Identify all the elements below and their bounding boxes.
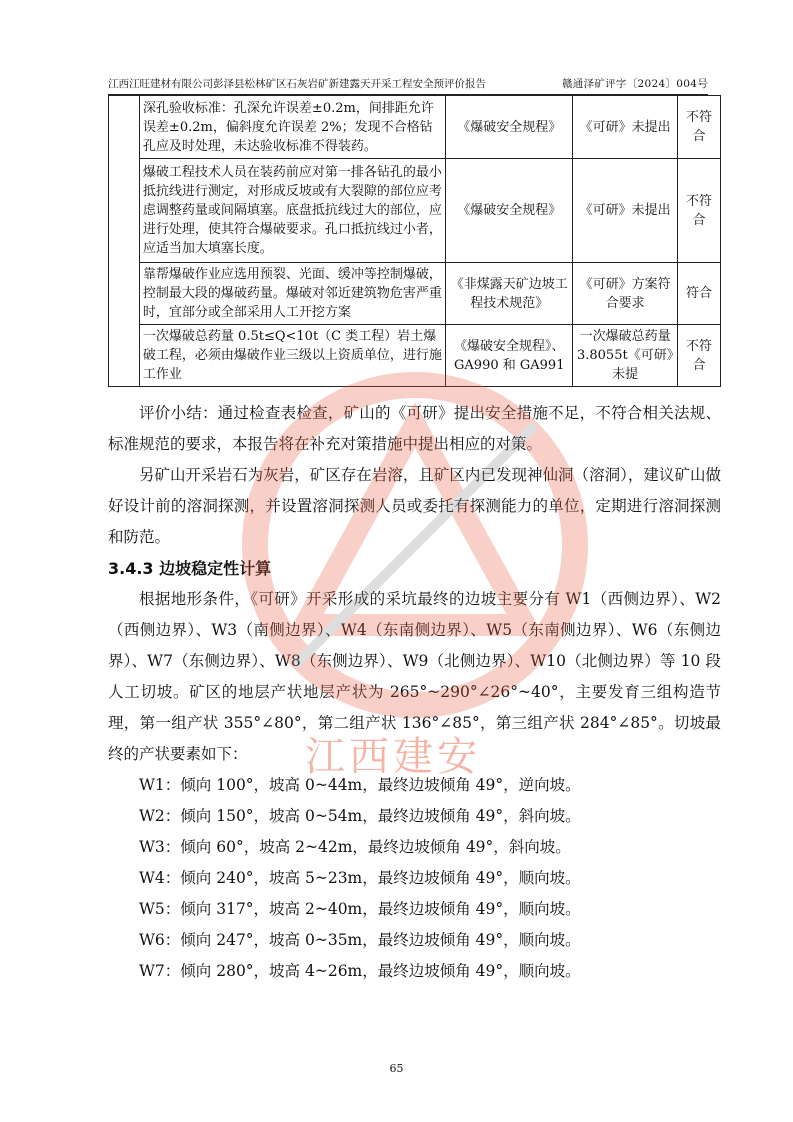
row-status: 《可研》未提出 xyxy=(573,159,678,263)
row-result: 不符合 xyxy=(678,325,721,387)
row-basis: 《爆破安全规程》、GA990 和 GA991 xyxy=(446,325,573,387)
evaluation-summary: 评价小结：通过检查表检查，矿山的《可研》提出安全措施不足，不符合相关法规、标准规范的要求，本报告将在补充对策措施中提出相应的对策。 xyxy=(108,404,721,453)
table-row xyxy=(109,263,721,325)
karst-paragraph: 另矿山开采岩石为灰岩，矿区存在岩溶，且矿区内已发现神仙洞（溶洞），建议矿山做好设计前的溶洞探测，并设置溶洞探测人员或委托有探测能力的单位，定期进行溶洞探测和防范。 xyxy=(108,466,721,546)
slope-item: W1：倾向 100°，坡高 0~44m，最终边坡倾角 49°，逆向坡。 xyxy=(139,776,581,794)
report-body xyxy=(108,398,721,987)
slope-item: W7：倾向 280°，坡高 4~26m，最终边坡倾角 49°，顺向坡。 xyxy=(139,962,581,980)
table-row xyxy=(109,325,721,387)
row-content: 深孔验收标准：孔深允许误差±0.2m，间排距允许误差±0.2m，偏斜度允许误差 2%；发现不合格钻孔应及时处理，未达验收标准不得装药。 xyxy=(139,96,445,159)
slope-item: W4：倾向 240°，坡高 5~23m，最终边坡倾角 49°，顺向坡。 xyxy=(139,869,581,887)
row-status: 《可研》方案符合要求 xyxy=(573,263,678,325)
row-result: 符合 xyxy=(678,263,721,325)
row-content: 爆破工程技术人员在装药前应对第一排各钻孔的最小抵抗线进行测定，对形成反坡或有大裂隙的部位应考虑调整药量或间隔填塞。底盘抵抗线过大的部位，应进行处理，使其符合爆破要求。孔口抵抗线过小者，应适当加大填塞长度。 xyxy=(139,159,445,263)
watermark-text: 江西建安 xyxy=(305,734,481,780)
slope-intro: 根据地形条件，《可研》开采形成的采坑最终的边坡主要分有 W1（西侧边界）、W2（西侧边界）、W3（南侧边界）、W4（东南侧边界）、W5（东南侧边界）、W6（东侧边界）、W7（东侧边界）、W8（东侧边界）、W9（北侧边界）、W10（北侧边界）等 10 段人工切坡。矿区的地层产状地层产状为 265°~290°∠26°~40°，主要发育三组构造节理，第一组产状 355°∠80°，第二组产状 136°∠85°，第三组产状 284°∠85°。切坡最终的产状要素如下： xyxy=(108,590,721,763)
slope-item: W6：倾向 247°，坡高 0~35m，最终边坡倾角 49°，顺向坡。 xyxy=(139,931,581,949)
row-result: 不符合 xyxy=(678,159,721,263)
row-content: 靠帮爆破作业应选用预裂、光面、缓冲等控制爆破，控制最大段的爆破药量。爆破对邻近建筑物危害严重时，宜部分或全部采用人工开挖方案 xyxy=(139,263,445,325)
row-status: 一次爆破总药量 3.8055t《可研》未提 xyxy=(573,325,678,387)
slope-item: W3：倾向 60°，坡高 2~42m，最终边坡倾角 49°，斜向坡。 xyxy=(139,838,571,856)
row-content: 一次爆破总药量 0.5t≤Q<10t（C 类工程）岩土爆破工程，必须由爆破作业三级以上资质单位，进行施工作业 xyxy=(139,325,445,387)
row-basis: 《非煤露天矿边坡工程技术规范》 xyxy=(446,263,573,325)
row-result: 不符合 xyxy=(678,96,721,159)
table-row xyxy=(109,159,721,263)
row-basis: 《爆破安全规程》 xyxy=(446,159,573,263)
page-number: 65 xyxy=(389,1062,404,1075)
slope-item: W5：倾向 317°，坡高 2~40m，最终边坡倾角 49°，顺向坡。 xyxy=(139,900,581,918)
table-row xyxy=(109,96,721,159)
header-left: 江西江旺建材有限公司彭泽县松林矿区石灰岩矿新建露天开采工程安全预评价报告 xyxy=(108,78,486,90)
slope-item: W2：倾向 150°，坡高 0~54m，最终边坡倾角 49°，斜向坡。 xyxy=(139,807,581,825)
page-header xyxy=(108,76,708,95)
section-title: 3.4.3 边坡稳定性计算 xyxy=(108,559,272,578)
header-right: 赣通泽矿评字〔2024〕004号 xyxy=(561,78,708,90)
row-basis: 《爆破安全规程》 xyxy=(446,96,573,159)
table-category-cell xyxy=(109,96,140,387)
checklist-table xyxy=(108,95,721,387)
row-status: 《可研》未提出 xyxy=(573,96,678,159)
